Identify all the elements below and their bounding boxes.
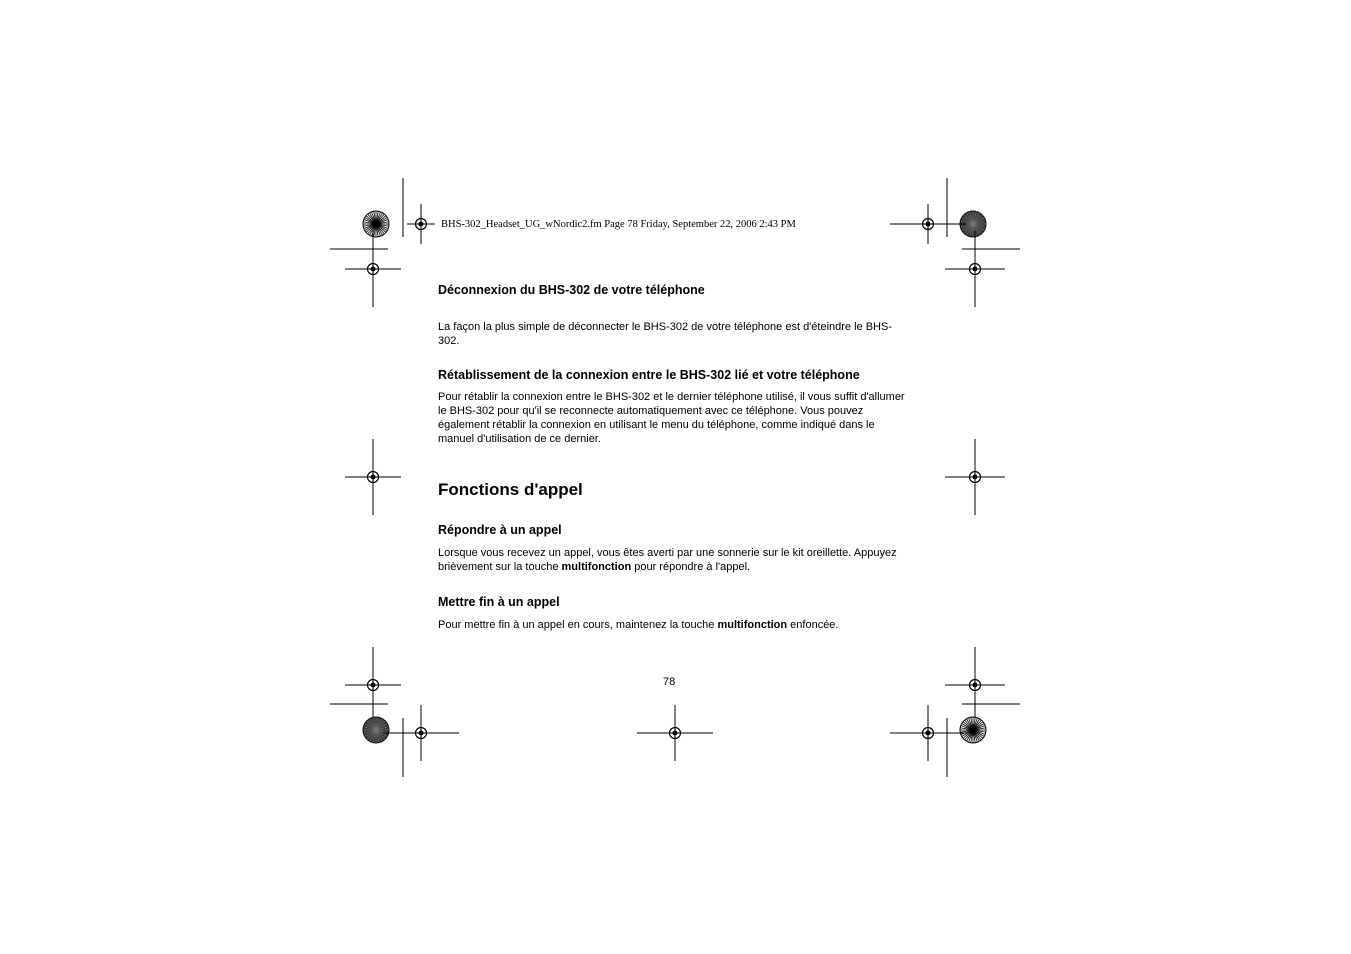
crosshair-left-upper-icon <box>345 231 401 307</box>
crosshair-left-lower-icon <box>345 647 401 723</box>
crosshair-top-left-icon <box>407 204 435 244</box>
page-number: 78 <box>663 676 676 688</box>
multifonction-key-label: multifonction <box>561 561 632 573</box>
starburst-top-left-icon <box>363 211 389 237</box>
multifonction-key-label: multifonction <box>717 619 788 631</box>
crosshair-right-lower-icon <box>945 647 1005 723</box>
paragraph-mettre-fin: Pour mettre fin à un appel en cours, maintenez la touche multifonction enfoncée. <box>438 619 839 631</box>
crosshair-bottom-right-icon <box>890 705 966 761</box>
starburst-bottom-right-icon <box>960 717 986 743</box>
crosshair-bottom-left-icon <box>383 705 459 761</box>
paragraph-retablissement: Pour rétablir la connexion entre le BHS-302 et le dernier téléphone utilisé, il vous suffit d'allumer le BHS-302 pour qu'il se reconnecte automatiquement avec ce téléphone. Vous pouvez également rétablir la connexion en utilisant le menu du téléphone, comme indiqué dans le manuel d'utilisation de ce dernier. <box>438 391 905 445</box>
crosshair-left-middle-icon <box>345 439 401 515</box>
section-heading-deconnexion: Déconnexion du BHS-302 de votre téléphone <box>438 283 705 297</box>
crosshair-right-middle-icon <box>945 439 1005 515</box>
crosshair-bottom-center-icon <box>637 705 713 761</box>
crosshair-right-upper-icon <box>945 231 1005 307</box>
section-heading-repondre: Répondre à un appel <box>438 523 562 537</box>
starburst-bottom-left-icon <box>363 717 389 743</box>
file-header: BHS-302_Headset_UG_wNordic2.fm Page 78 Friday, September 22, 2006 2:43 PM <box>441 219 796 230</box>
section-heading-retablissement: Rétablissement de la connexion entre le BHS-302 lié et votre téléphone <box>438 368 860 382</box>
chapter-title: Fonctions d'appel <box>438 480 583 499</box>
paragraph-deconnexion: La façon la plus simple de déconnecter le BHS-302 de votre téléphone est d'éteindre le BHS-302. <box>438 321 892 347</box>
paragraph-repondre: Lorsque vous recevez un appel, vous êtes averti par une sonnerie sur le kit oreillette. Appuyez brièvement sur la touche multifonction pour répondre à l'appel. <box>438 547 897 573</box>
crosshair-top-right-icon <box>890 204 966 244</box>
section-heading-mettre-fin: Mettre fin à un appel <box>438 595 560 609</box>
